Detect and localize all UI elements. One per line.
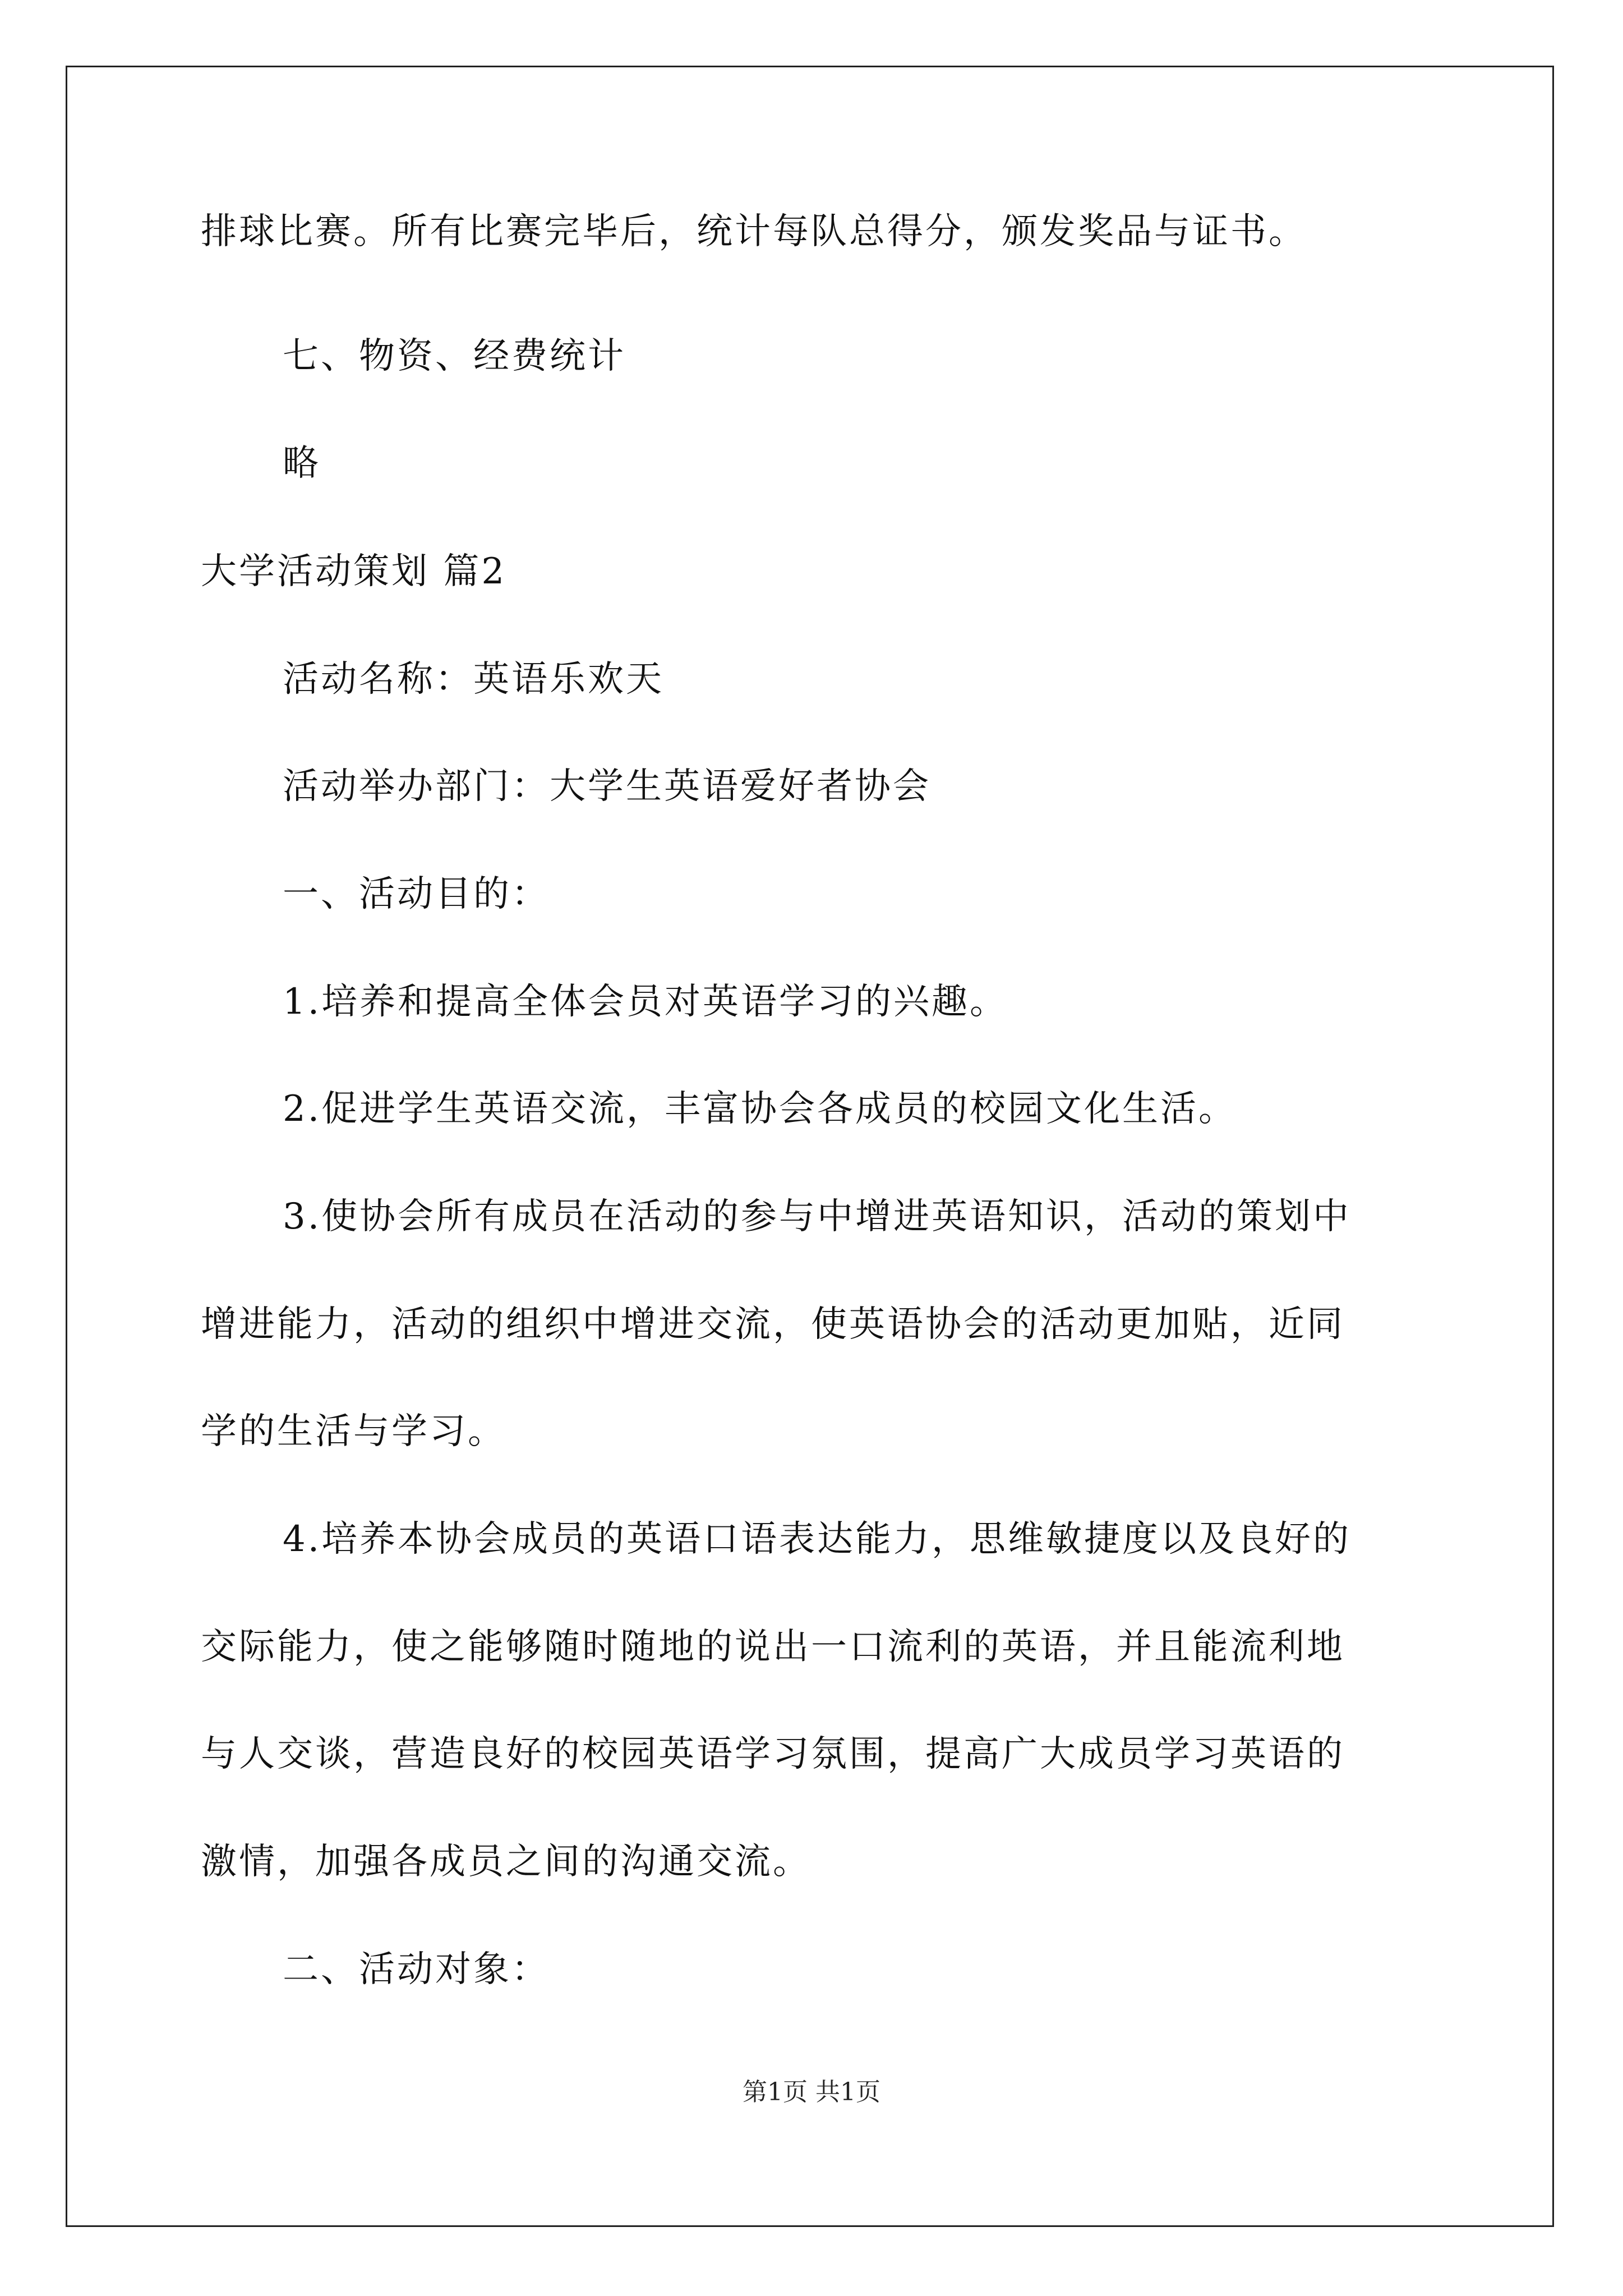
section-heading: 一、活动目的： xyxy=(283,873,550,915)
paragraph-line: 激情，加强各成员之间的沟通交流。 xyxy=(201,1841,811,1883)
paragraph-line: 活动举办部门：大学生英语爱好者协会 xyxy=(283,766,931,807)
list-item: 2.促进学生英语交流，丰富协会各成员的校园文化生活。 xyxy=(283,1088,1237,1130)
paragraph-line: 与人交谈，营造良好的校园英语学习氛围，提高广大成员学习英语的 xyxy=(201,1733,1345,1775)
section-heading: 二、活动对象： xyxy=(283,1949,550,1990)
paragraph-line: 略 xyxy=(283,443,321,484)
paragraph-line: 学的生活与学习。 xyxy=(201,1411,506,1452)
page-border xyxy=(66,66,1554,2227)
list-item: 4.培养本协会成员的英语口语表达能力，思维敏捷度以及良好的 xyxy=(283,1519,1352,1560)
list-item: 3.使协会所有成员在活动的参与中增进英语知识，活动的策划中 xyxy=(283,1196,1352,1237)
section-heading: 七、物资、经费统计 xyxy=(283,335,626,377)
article-title: 大学活动策划 篇2 xyxy=(201,551,507,592)
page-number-footer: 第1页 共1页 xyxy=(743,2078,880,2106)
paragraph-line: 活动名称：英语乐欢天 xyxy=(283,659,664,700)
paragraph-line: 增进能力，活动的组织中增进交流，使英语协会的活动更加贴，近同 xyxy=(201,1304,1345,1345)
paragraph-line: 排球比赛。所有比赛完毕后，统计每队总得分，颁发奖品与证书。 xyxy=(201,211,1307,252)
list-item: 1.培养和提高全体会员对英语学习的兴趣。 xyxy=(283,981,1008,1023)
paragraph-line: 交际能力，使之能够随时随地的说出一口流利的英语，并且能流利地 xyxy=(201,1626,1345,1668)
